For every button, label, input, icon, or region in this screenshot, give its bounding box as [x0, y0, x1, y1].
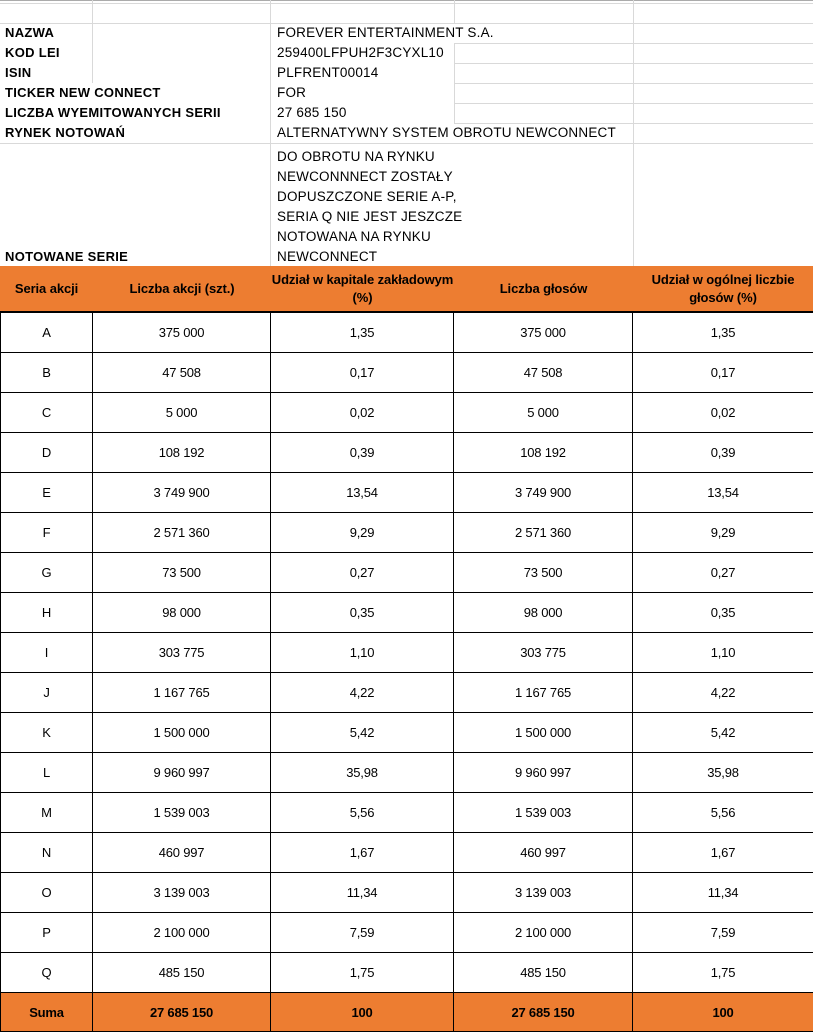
info-label-cell[interactable]: NAZWA	[5, 25, 55, 40]
cell-votes[interactable]: 108 192	[454, 433, 633, 472]
cell-votes[interactable]: 73 500	[454, 553, 633, 592]
cell-capital-pct[interactable]: 5,42	[271, 713, 454, 752]
gridline-h	[0, 143, 813, 144]
cell-votes-pct[interactable]: 1,67	[710, 845, 736, 860]
cell-capital-pct[interactable]: 13,54	[271, 473, 454, 512]
cell-series[interactable]: G	[0, 553, 93, 592]
notowane-serie-label-cell[interactable]: NOTOWANE SERIE	[5, 249, 129, 264]
cell-votes[interactable]: 303 775	[454, 633, 633, 672]
table-row	[0, 393, 813, 433]
cell-capital-pct[interactable]: 1,75	[271, 953, 454, 992]
cell-votes-pct[interactable]: 0,35	[710, 605, 736, 620]
notowane-line: DOPUSZCZONE SERIE A-P,	[277, 189, 457, 204]
cell-votes[interactable]: 3 139 003	[454, 873, 633, 912]
table-row	[0, 313, 813, 353]
cell-series[interactable]: K	[0, 713, 93, 752]
table-body	[0, 313, 813, 993]
cell-votes-pct[interactable]: 13,54	[707, 485, 739, 500]
cell-series[interactable]: I	[0, 633, 93, 672]
cell-capital-pct[interactable]: 4,22	[271, 673, 454, 712]
cell-shares[interactable]: 3 139 003	[93, 873, 271, 912]
info-value-cell[interactable]: FOREVER ENTERTAINMENT S.A.	[277, 25, 494, 40]
table-row	[0, 593, 813, 633]
total-capital-pct-cell[interactable]: 100	[271, 993, 454, 1031]
cell-capital-pct[interactable]: 0,02	[271, 393, 454, 432]
cell-capital-pct[interactable]: 9,29	[271, 513, 454, 552]
gridline-v	[454, 0, 455, 23]
cell-shares[interactable]: 98 000	[93, 593, 271, 632]
cell-shares[interactable]: 2 100 000	[93, 913, 271, 952]
header-cell-seria[interactable]: Seria akcji	[14, 280, 79, 296]
cell-shares[interactable]: 108 192	[93, 433, 271, 472]
cell-votes[interactable]: 2 571 360	[454, 513, 633, 552]
cell-votes[interactable]: 1 539 003	[454, 793, 633, 832]
info-label-cell[interactable]: LICZBA WYEMITOWANYCH SERII	[5, 105, 221, 120]
info-row-ticker	[0, 83, 813, 103]
info-value-cell[interactable]: ALTERNATYWNY SYSTEM OBROTU NEWCONNECT	[277, 125, 616, 140]
info-value-cell[interactable]: 259400LFPUH2F3CYXL10	[277, 45, 444, 60]
info-label-cell[interactable]: TICKER NEW CONNECT	[5, 85, 161, 100]
cell-votes-pct[interactable]: 35,98	[707, 765, 739, 780]
cell-votes-pct[interactable]: 0,17	[710, 365, 736, 380]
cell-votes-pct[interactable]: 5,56	[710, 805, 736, 820]
table-total-row	[0, 993, 813, 1032]
gridline-h	[0, 0, 813, 1]
notowane-serie-value-cell[interactable]	[277, 147, 462, 267]
cell-series[interactable]: M	[0, 793, 93, 832]
cell-shares[interactable]: 375 000	[93, 313, 271, 352]
cell-capital-pct[interactable]: 0,17	[271, 353, 454, 392]
table-row	[0, 833, 813, 873]
cell-shares[interactable]: 1 539 003	[93, 793, 271, 832]
info-row-rynek	[0, 123, 813, 143]
header-cell-udzial-kapital[interactable]: Udział w kapitale zakładowym (%)	[271, 271, 454, 305]
info-value-cell[interactable]: PLFRENT00014	[277, 65, 379, 80]
cell-capital-pct[interactable]: 0,35	[271, 593, 454, 632]
cell-votes[interactable]: 1 500 000	[454, 713, 633, 752]
table-row	[0, 553, 813, 593]
info-value-cell[interactable]: 27 685 150	[277, 105, 347, 120]
cell-votes[interactable]: 3 749 900	[454, 473, 633, 512]
cell-capital-pct[interactable]: 0,27	[271, 553, 454, 592]
cell-shares[interactable]: 3 749 900	[93, 473, 271, 512]
header-cell-liczba-akcji[interactable]: Liczba akcji (szt.)	[129, 280, 235, 296]
cell-votes-pct[interactable]: 9,29	[710, 525, 736, 540]
cell-capital-pct[interactable]: 1,10	[271, 633, 454, 672]
total-votes-pct-cell[interactable]: 100	[712, 1004, 734, 1020]
cell-votes-pct[interactable]: 1,10	[710, 645, 736, 660]
table-row	[0, 433, 813, 473]
cell-votes-pct[interactable]: 7,59	[710, 925, 736, 940]
table-row	[0, 353, 813, 393]
cell-votes-pct[interactable]: 5,42	[710, 725, 736, 740]
table-header-row	[0, 266, 813, 313]
total-shares-cell[interactable]: 27 685 150	[93, 993, 271, 1031]
cell-votes-pct[interactable]: 0,02	[710, 405, 736, 420]
cell-votes-pct[interactable]: 11,34	[707, 885, 739, 900]
cell-series[interactable]: O	[0, 873, 93, 912]
cell-votes[interactable]: 460 997	[454, 833, 633, 872]
cell-series[interactable]: F	[0, 513, 93, 552]
cell-shares[interactable]: 1 500 000	[93, 713, 271, 752]
cell-votes[interactable]: 9 960 997	[454, 753, 633, 792]
cell-votes-pct[interactable]: 1,35	[710, 325, 736, 340]
cell-series[interactable]: J	[0, 673, 93, 712]
info-label-cell[interactable]: KOD LEI	[5, 45, 60, 60]
header-cell-udzial-glosy[interactable]: Udział w ogólnej liczbie głosów (%)	[651, 271, 795, 305]
cell-series[interactable]: B	[0, 353, 93, 392]
cell-capital-pct[interactable]: 0,39	[271, 433, 454, 472]
info-row-isin	[0, 63, 813, 83]
cell-shares[interactable]: 1 167 765	[93, 673, 271, 712]
cell-series[interactable]: P	[0, 913, 93, 952]
cell-shares[interactable]: 460 997	[93, 833, 271, 872]
notowane-line: SERIA Q NIE JEST JESZCZE	[277, 209, 463, 224]
cell-votes[interactable]: 47 508	[454, 353, 633, 392]
cell-capital-pct[interactable]: 5,56	[271, 793, 454, 832]
cell-votes-pct[interactable]: 1,75	[710, 965, 736, 980]
cell-votes[interactable]: 5 000	[454, 393, 633, 432]
notowane-line: DO OBROTU NA RYNKU	[277, 149, 435, 164]
cell-votes[interactable]: 2 100 000	[454, 913, 633, 952]
cell-series[interactable]: L	[0, 753, 93, 792]
table-row	[0, 793, 813, 833]
cell-capital-pct[interactable]: 1,67	[271, 833, 454, 872]
cell-series[interactable]: A	[0, 313, 93, 352]
table-row	[0, 673, 813, 713]
table-row	[0, 473, 813, 513]
gridline-h	[0, 3, 813, 4]
table-row	[0, 713, 813, 753]
header-cell-liczba-glosow[interactable]: Liczba głosów	[499, 280, 588, 296]
cell-capital-pct[interactable]: 7,59	[271, 913, 454, 952]
table-row	[0, 873, 813, 913]
cell-series[interactable]: D	[0, 433, 93, 472]
cell-votes-pct[interactable]: 0,39	[710, 445, 736, 460]
cell-votes[interactable]: 485 150	[454, 953, 633, 992]
cell-series[interactable]: H	[0, 593, 93, 632]
info-row-kod-lei	[0, 43, 813, 63]
table-row	[0, 953, 813, 993]
cell-shares[interactable]: 47 508	[93, 353, 271, 392]
total-label-cell[interactable]: Suma	[0, 993, 93, 1031]
cell-capital-pct[interactable]: 1,35	[271, 313, 454, 352]
cell-shares[interactable]: 485 150	[93, 953, 271, 992]
notowane-line: NEWCONNNECT ZOSTAŁY	[277, 169, 453, 184]
cell-votes-pct[interactable]: 4,22	[710, 685, 736, 700]
cell-series[interactable]: Q	[0, 953, 93, 992]
cell-series[interactable]: N	[0, 833, 93, 872]
table-row	[0, 913, 813, 953]
cell-shares[interactable]: 2 571 360	[93, 513, 271, 552]
cell-votes[interactable]: 98 000	[454, 593, 633, 632]
info-row-liczba-serii	[0, 103, 813, 123]
info-label-cell[interactable]: RYNEK NOTOWAŃ	[5, 125, 126, 140]
cell-series[interactable]: C	[0, 393, 93, 432]
info-row-nazwa	[0, 23, 813, 43]
notowane-line: NEWCONNECT	[277, 249, 378, 264]
cell-shares[interactable]: 9 960 997	[93, 753, 271, 792]
cell-shares[interactable]: 73 500	[93, 553, 271, 592]
cell-votes-pct[interactable]: 0,27	[710, 565, 736, 580]
total-votes-cell[interactable]: 27 685 150	[454, 993, 633, 1031]
cell-votes[interactable]: 375 000	[454, 313, 633, 352]
table-row	[0, 513, 813, 553]
table-row	[0, 753, 813, 793]
cell-series[interactable]: E	[0, 473, 93, 512]
info-label-cell[interactable]: ISIN	[5, 65, 32, 80]
cell-capital-pct[interactable]: 11,34	[271, 873, 454, 912]
info-value-cell[interactable]: FOR	[277, 85, 307, 100]
table-row	[0, 633, 813, 673]
cell-votes[interactable]: 1 167 765	[454, 673, 633, 712]
cell-shares[interactable]: 5 000	[93, 393, 271, 432]
notowane-line: NOTOWANA NA RYNKU	[277, 229, 431, 244]
cell-capital-pct[interactable]: 35,98	[271, 753, 454, 792]
cell-shares[interactable]: 303 775	[93, 633, 271, 672]
